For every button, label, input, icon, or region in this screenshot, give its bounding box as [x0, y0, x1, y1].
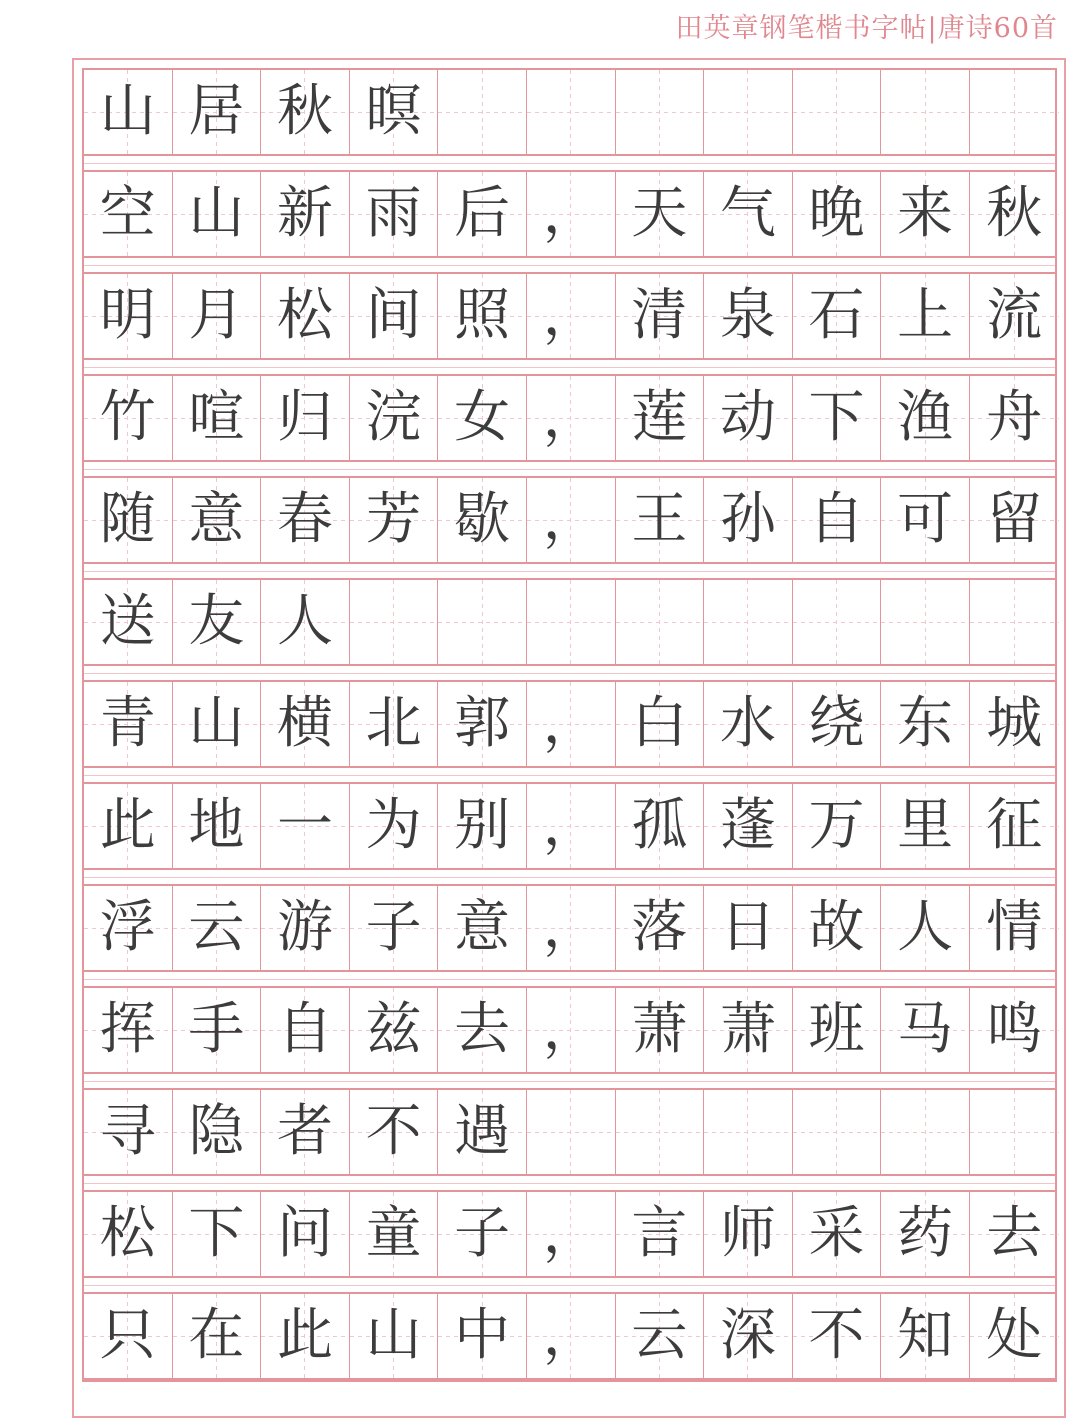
character: 药	[897, 1201, 954, 1266]
grid-cell	[704, 1294, 793, 1378]
grid-cell	[793, 1090, 882, 1174]
grid-cell	[84, 1090, 173, 1174]
character: 游	[276, 895, 333, 960]
grid-cell	[704, 172, 793, 256]
grid-row	[84, 376, 1055, 462]
grid-cell	[173, 1294, 262, 1378]
grid-cell	[350, 274, 439, 358]
grid-cell	[350, 580, 439, 664]
grid-cell	[527, 478, 616, 562]
row-spacer	[84, 564, 1055, 580]
grid-cell	[793, 1192, 882, 1276]
grid-cell	[438, 172, 527, 256]
grid-cell	[173, 376, 262, 460]
character: 不	[365, 1099, 422, 1164]
character: 鸣	[986, 997, 1043, 1062]
grid-cell	[881, 274, 970, 358]
character: 东	[897, 691, 954, 756]
grid-cell	[793, 784, 882, 868]
grid-cell	[793, 886, 882, 970]
row-spacer	[84, 1176, 1055, 1192]
grid-cell	[261, 580, 350, 664]
character: 白	[631, 691, 688, 756]
character: 清	[631, 283, 688, 348]
character: 师	[719, 1201, 776, 1266]
grid-cell	[970, 376, 1059, 460]
grid-cell	[970, 1192, 1059, 1276]
character: 落	[631, 895, 688, 960]
grid-cell	[881, 70, 970, 154]
grid-cell	[350, 1192, 439, 1276]
grid-cell	[84, 886, 173, 970]
grid-cell	[84, 70, 173, 154]
character: 情	[986, 895, 1043, 960]
character: 暝	[365, 79, 422, 144]
row-spacer	[84, 258, 1055, 274]
character: 女	[454, 385, 511, 450]
grid-cell	[527, 274, 616, 358]
grid-cell	[261, 682, 350, 766]
grid-cell	[173, 784, 262, 868]
character: 马	[897, 997, 954, 1062]
practice-grid	[82, 68, 1057, 1382]
grid-cell	[84, 478, 173, 562]
grid-cell	[616, 1192, 705, 1276]
grid-cell	[881, 886, 970, 970]
character: 隐	[188, 1099, 245, 1164]
character: 山	[188, 691, 245, 756]
grid-row	[84, 580, 1055, 666]
character: ，	[542, 283, 599, 348]
grid-cell	[793, 172, 882, 256]
character: 者	[276, 1099, 333, 1164]
row-spacer	[84, 1074, 1055, 1090]
grid-cell	[173, 682, 262, 766]
grid-cell	[350, 682, 439, 766]
character: ，	[542, 997, 599, 1062]
grid-cell	[84, 172, 173, 256]
character: 去	[986, 1201, 1043, 1266]
grid-row	[84, 172, 1055, 258]
grid-cell	[616, 478, 705, 562]
character: 渔	[897, 385, 954, 450]
character: 寻	[99, 1099, 156, 1164]
grid-cell	[350, 988, 439, 1072]
grid-cell	[438, 70, 527, 154]
character: 送	[99, 589, 156, 654]
grid-cell	[881, 988, 970, 1072]
character: 青	[99, 691, 156, 756]
grid-cell	[616, 70, 705, 154]
grid-cell	[881, 1294, 970, 1378]
character: 孙	[719, 487, 776, 552]
grid-cell	[438, 1090, 527, 1174]
grid-cell	[616, 988, 705, 1072]
character: 北	[365, 691, 422, 756]
character: 人	[897, 895, 954, 960]
grid-cell	[350, 172, 439, 256]
character: 征	[986, 793, 1043, 858]
grid-row	[84, 886, 1055, 972]
character: 舟	[986, 385, 1043, 450]
character: 为	[365, 793, 422, 858]
character: ，	[542, 1303, 599, 1368]
character: 歇	[454, 487, 511, 552]
grid-row	[84, 1090, 1055, 1176]
grid-row	[84, 478, 1055, 564]
character: 意	[454, 895, 511, 960]
character: 绕	[808, 691, 865, 756]
grid-cell	[261, 784, 350, 868]
character: 兹	[365, 997, 422, 1062]
character: 万	[808, 793, 865, 858]
grid-cell	[704, 784, 793, 868]
character: ，	[542, 793, 599, 858]
grid-cell	[438, 886, 527, 970]
character: 喧	[188, 385, 245, 450]
character: 子	[365, 895, 422, 960]
character: 芳	[365, 487, 422, 552]
character: 知	[897, 1303, 954, 1368]
character: 友	[188, 589, 245, 654]
character: 故	[808, 895, 865, 960]
grid-cell	[438, 1192, 527, 1276]
grid-cell	[881, 580, 970, 664]
grid-cell	[616, 784, 705, 868]
row-spacer	[84, 666, 1055, 682]
character: 自	[276, 997, 333, 1062]
grid-cell	[881, 1090, 970, 1174]
character: 气	[719, 181, 776, 246]
character: 孤	[631, 793, 688, 858]
character: 松	[276, 283, 333, 348]
character: 下	[808, 385, 865, 450]
grid-cell	[527, 682, 616, 766]
grid-cell	[261, 988, 350, 1072]
character: 空	[99, 181, 156, 246]
character: 后	[454, 181, 511, 246]
character: 人	[276, 589, 333, 654]
grid-cell	[438, 580, 527, 664]
character: 意	[188, 487, 245, 552]
grid-cell	[793, 478, 882, 562]
grid-cell	[527, 1090, 616, 1174]
grid-row	[84, 70, 1055, 156]
grid-cell	[616, 580, 705, 664]
character: 水	[719, 691, 776, 756]
grid-cell	[350, 376, 439, 460]
character: 童	[365, 1201, 422, 1266]
character: 石	[808, 283, 865, 348]
grid-cell	[438, 376, 527, 460]
character: 采	[808, 1201, 865, 1266]
grid-cell	[881, 376, 970, 460]
character: 只	[99, 1303, 156, 1368]
character: 此	[276, 1303, 333, 1368]
character: ，	[542, 691, 599, 756]
grid-cell	[793, 376, 882, 460]
grid-cell	[350, 70, 439, 154]
grid-cell	[438, 274, 527, 358]
character: 郭	[454, 691, 511, 756]
character: 别	[454, 793, 511, 858]
grid-cell	[173, 886, 262, 970]
character: 此	[99, 793, 156, 858]
character: 归	[276, 385, 333, 450]
grid-cell	[616, 682, 705, 766]
grid-cell	[616, 274, 705, 358]
grid-cell	[173, 478, 262, 562]
character: 深	[719, 1303, 776, 1368]
grid-cell	[970, 70, 1059, 154]
grid-cell	[616, 1090, 705, 1174]
character: 中	[454, 1303, 511, 1368]
character: 云	[188, 895, 245, 960]
grid-cell	[261, 274, 350, 358]
character: 明	[99, 283, 156, 348]
character: 浮	[99, 895, 156, 960]
character: 泉	[719, 283, 776, 348]
grid-cell	[881, 682, 970, 766]
grid-cell	[350, 784, 439, 868]
grid-cell	[173, 1192, 262, 1276]
grid-cell	[970, 274, 1059, 358]
character: 照	[454, 283, 511, 348]
character: 挥	[99, 997, 156, 1062]
grid-cell	[704, 1192, 793, 1276]
character: 动	[719, 385, 776, 450]
character: 来	[897, 181, 954, 246]
grid-row	[84, 274, 1055, 360]
grid-cell	[793, 988, 882, 1072]
grid-row	[84, 988, 1055, 1074]
character: 山	[99, 79, 156, 144]
character: 日	[719, 895, 776, 960]
character: 不	[808, 1303, 865, 1368]
character: ，	[542, 385, 599, 450]
grid-cell	[527, 886, 616, 970]
character: 莲	[631, 385, 688, 450]
grid-cell	[438, 988, 527, 1072]
row-spacer	[84, 156, 1055, 172]
character: 流	[986, 283, 1043, 348]
grid-cell	[261, 1294, 350, 1378]
grid-cell	[438, 478, 527, 562]
grid-cell	[970, 580, 1059, 664]
grid-cell	[173, 172, 262, 256]
grid-cell	[704, 886, 793, 970]
grid-cell	[438, 682, 527, 766]
character: 蓬	[719, 793, 776, 858]
grid-cell	[616, 172, 705, 256]
grid-cell	[704, 274, 793, 358]
character: 可	[897, 487, 954, 552]
character: 上	[897, 283, 954, 348]
grid-cell	[261, 70, 350, 154]
grid-cell	[173, 988, 262, 1072]
grid-cell	[350, 1294, 439, 1378]
character: 遇	[454, 1099, 511, 1164]
character: 春	[276, 487, 333, 552]
grid-cell	[616, 886, 705, 970]
grid-cell	[350, 886, 439, 970]
grid-cell	[527, 580, 616, 664]
row-spacer	[84, 360, 1055, 376]
row-spacer	[84, 1278, 1055, 1294]
character: 随	[99, 487, 156, 552]
character: 天	[631, 181, 688, 246]
character: 间	[365, 283, 422, 348]
grid-cell	[616, 1294, 705, 1378]
grid-cell	[881, 784, 970, 868]
character: 雨	[365, 181, 422, 246]
grid-cell	[616, 376, 705, 460]
grid-cell	[793, 70, 882, 154]
grid-row	[84, 784, 1055, 870]
grid-cell	[261, 1192, 350, 1276]
character: 留	[986, 487, 1043, 552]
grid-cell	[793, 274, 882, 358]
grid-cell	[84, 1192, 173, 1276]
page-header: 田英章钢笔楷书字帖|唐诗60首	[675, 13, 1058, 44]
grid-cell	[527, 1294, 616, 1378]
grid-cell	[84, 988, 173, 1072]
grid-cell	[970, 478, 1059, 562]
grid-cell	[261, 886, 350, 970]
grid-row	[84, 1192, 1055, 1278]
grid-cell	[704, 580, 793, 664]
grid-cell	[261, 1090, 350, 1174]
grid-cell	[438, 1294, 527, 1378]
character: 山	[365, 1303, 422, 1368]
character: 问	[276, 1201, 333, 1266]
character: 下	[188, 1201, 245, 1266]
row-spacer	[84, 462, 1055, 478]
character: 横	[276, 691, 333, 756]
character: 月	[188, 283, 245, 348]
character: 秋	[276, 79, 333, 144]
character: ，	[542, 181, 599, 246]
grid-cell	[173, 274, 262, 358]
character: 自	[808, 487, 865, 552]
character: 浣	[365, 385, 422, 450]
grid-cell	[261, 172, 350, 256]
character: 在	[188, 1303, 245, 1368]
grid-cell	[970, 886, 1059, 970]
grid-cell	[970, 1090, 1059, 1174]
grid-cell	[970, 172, 1059, 256]
grid-cell	[970, 988, 1059, 1072]
grid-cell	[881, 1192, 970, 1276]
character: 班	[808, 997, 865, 1062]
character: 地	[188, 793, 245, 858]
character: 处	[986, 1303, 1043, 1368]
character: 竹	[99, 385, 156, 450]
grid-cell	[704, 70, 793, 154]
grid-cell	[881, 478, 970, 562]
row-spacer	[84, 768, 1055, 784]
character: 秋	[986, 181, 1043, 246]
character: ，	[542, 1201, 599, 1266]
character: 晚	[808, 181, 865, 246]
character: 城	[986, 691, 1043, 756]
character: 山	[188, 181, 245, 246]
grid-cell	[527, 376, 616, 460]
row-spacer	[84, 870, 1055, 886]
grid-cell	[704, 478, 793, 562]
grid-cell	[970, 784, 1059, 868]
character: 萧	[719, 997, 776, 1062]
grid-cell	[704, 1090, 793, 1174]
character: 言	[631, 1201, 688, 1266]
character: 去	[454, 997, 511, 1062]
grid-cell	[173, 1090, 262, 1174]
grid-cell	[527, 70, 616, 154]
grid-cell	[793, 1294, 882, 1378]
grid-cell	[438, 784, 527, 868]
grid-row	[84, 1294, 1055, 1380]
grid-cell	[173, 580, 262, 664]
grid-cell	[84, 784, 173, 868]
character: 居	[188, 79, 245, 144]
grid-cell	[970, 682, 1059, 766]
character: 子	[454, 1201, 511, 1266]
character: 萧	[631, 997, 688, 1062]
grid-cell	[527, 1192, 616, 1276]
grid-cell	[84, 682, 173, 766]
character: 云	[631, 1303, 688, 1368]
grid-cell	[704, 376, 793, 460]
grid-cell	[704, 682, 793, 766]
character: 里	[897, 793, 954, 858]
grid-cell	[84, 580, 173, 664]
character: 王	[631, 487, 688, 552]
grid-cell	[527, 172, 616, 256]
grid-cell	[881, 172, 970, 256]
grid-cell	[793, 682, 882, 766]
grid-cell	[84, 376, 173, 460]
grid-cell	[793, 580, 882, 664]
grid-cell	[527, 784, 616, 868]
grid-cell	[350, 1090, 439, 1174]
grid-cell	[704, 988, 793, 1072]
grid-cell	[527, 988, 616, 1072]
character: 新	[276, 181, 333, 246]
row-spacer	[84, 972, 1055, 988]
grid-cell	[84, 274, 173, 358]
character: 一	[276, 793, 333, 858]
grid-cell	[970, 1294, 1059, 1378]
grid-cell	[84, 1294, 173, 1378]
character: ，	[542, 895, 599, 960]
character: 手	[188, 997, 245, 1062]
grid-cell	[261, 478, 350, 562]
grid-cell	[173, 70, 262, 154]
grid-cell	[350, 478, 439, 562]
character: ，	[542, 487, 599, 552]
character: 松	[99, 1201, 156, 1266]
grid-cell	[261, 376, 350, 460]
grid-row	[84, 682, 1055, 768]
